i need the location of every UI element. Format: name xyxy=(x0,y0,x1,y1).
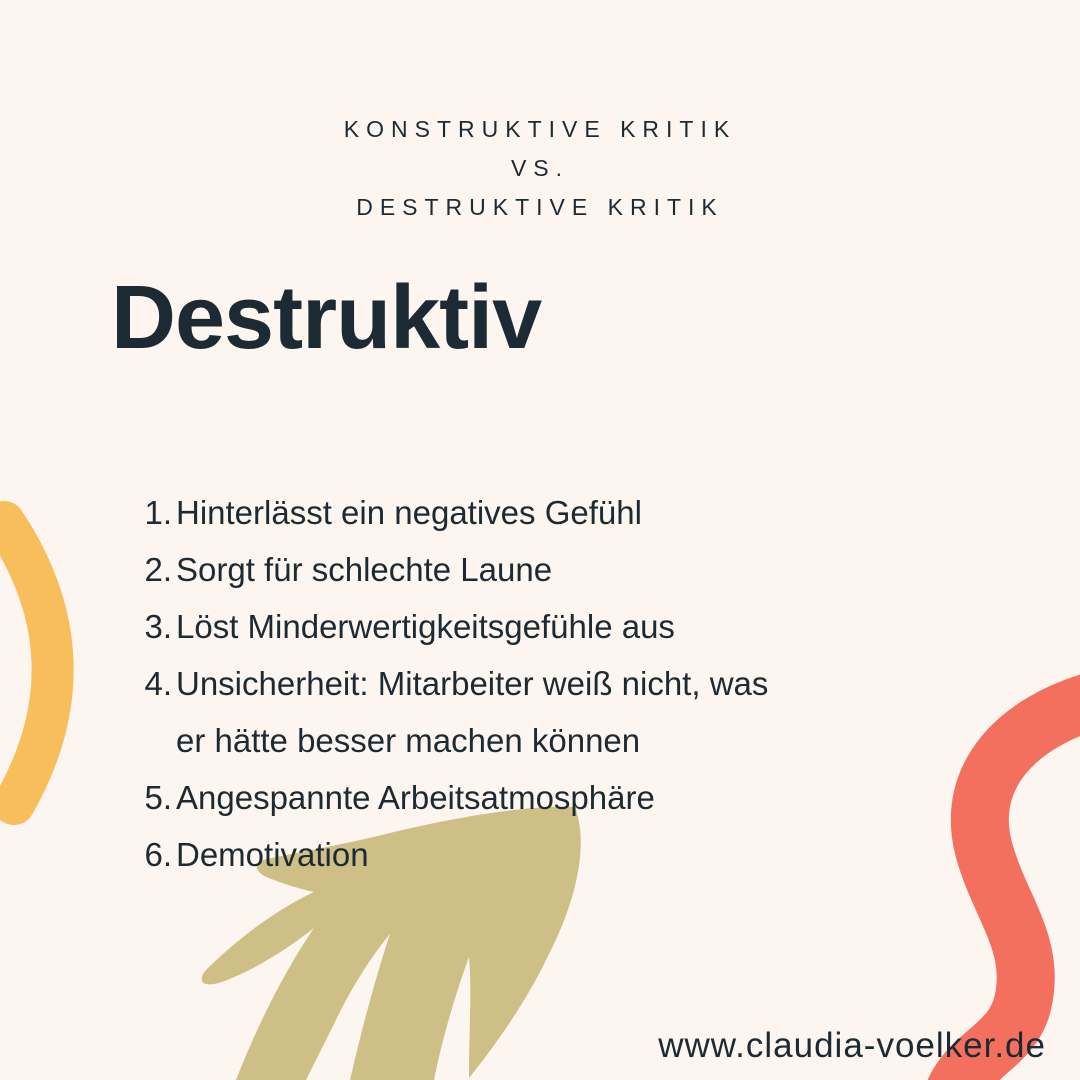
list-item xyxy=(126,541,806,598)
page-title: Destruktiv xyxy=(111,268,542,368)
list-item-number: 1. xyxy=(144,494,172,531)
list-item-text: Angespannte Arbeitsatmosphäre xyxy=(176,779,655,816)
list-item xyxy=(126,484,806,541)
header-line-1: KONSTRUKTIVE KRITIK xyxy=(343,116,737,142)
list-item-number: 6. xyxy=(144,836,172,873)
list-item-text: Hinterlässt ein negatives Gefühl xyxy=(176,494,642,531)
header-line-2: VS. xyxy=(510,155,570,181)
header-topic xyxy=(0,110,1080,227)
list-item-text: Löst Minderwertigkeitsgefühle aus xyxy=(176,608,675,645)
list-item-number: 5. xyxy=(144,779,172,816)
header-line-3: DESTRUKTIVE KRITIK xyxy=(356,194,724,220)
list-item xyxy=(126,769,806,826)
list-item-number: 4. xyxy=(144,665,172,702)
list-item-number: 3. xyxy=(144,608,172,645)
destructive-criticism-list xyxy=(126,484,806,883)
list-item-number: 2. xyxy=(144,551,172,588)
list-item xyxy=(126,826,806,883)
list-item xyxy=(126,655,806,769)
list-item-text: Sorgt für schlechte Laune xyxy=(176,551,553,588)
list-item xyxy=(126,598,806,655)
list-item-text: Unsicherheit: Mitarbeiter weiß nicht, was er hätte besser machen können xyxy=(176,665,769,759)
list-item-text: Demotivation xyxy=(176,836,369,873)
website-url: www.claudia-voelker.de xyxy=(658,1026,1046,1065)
